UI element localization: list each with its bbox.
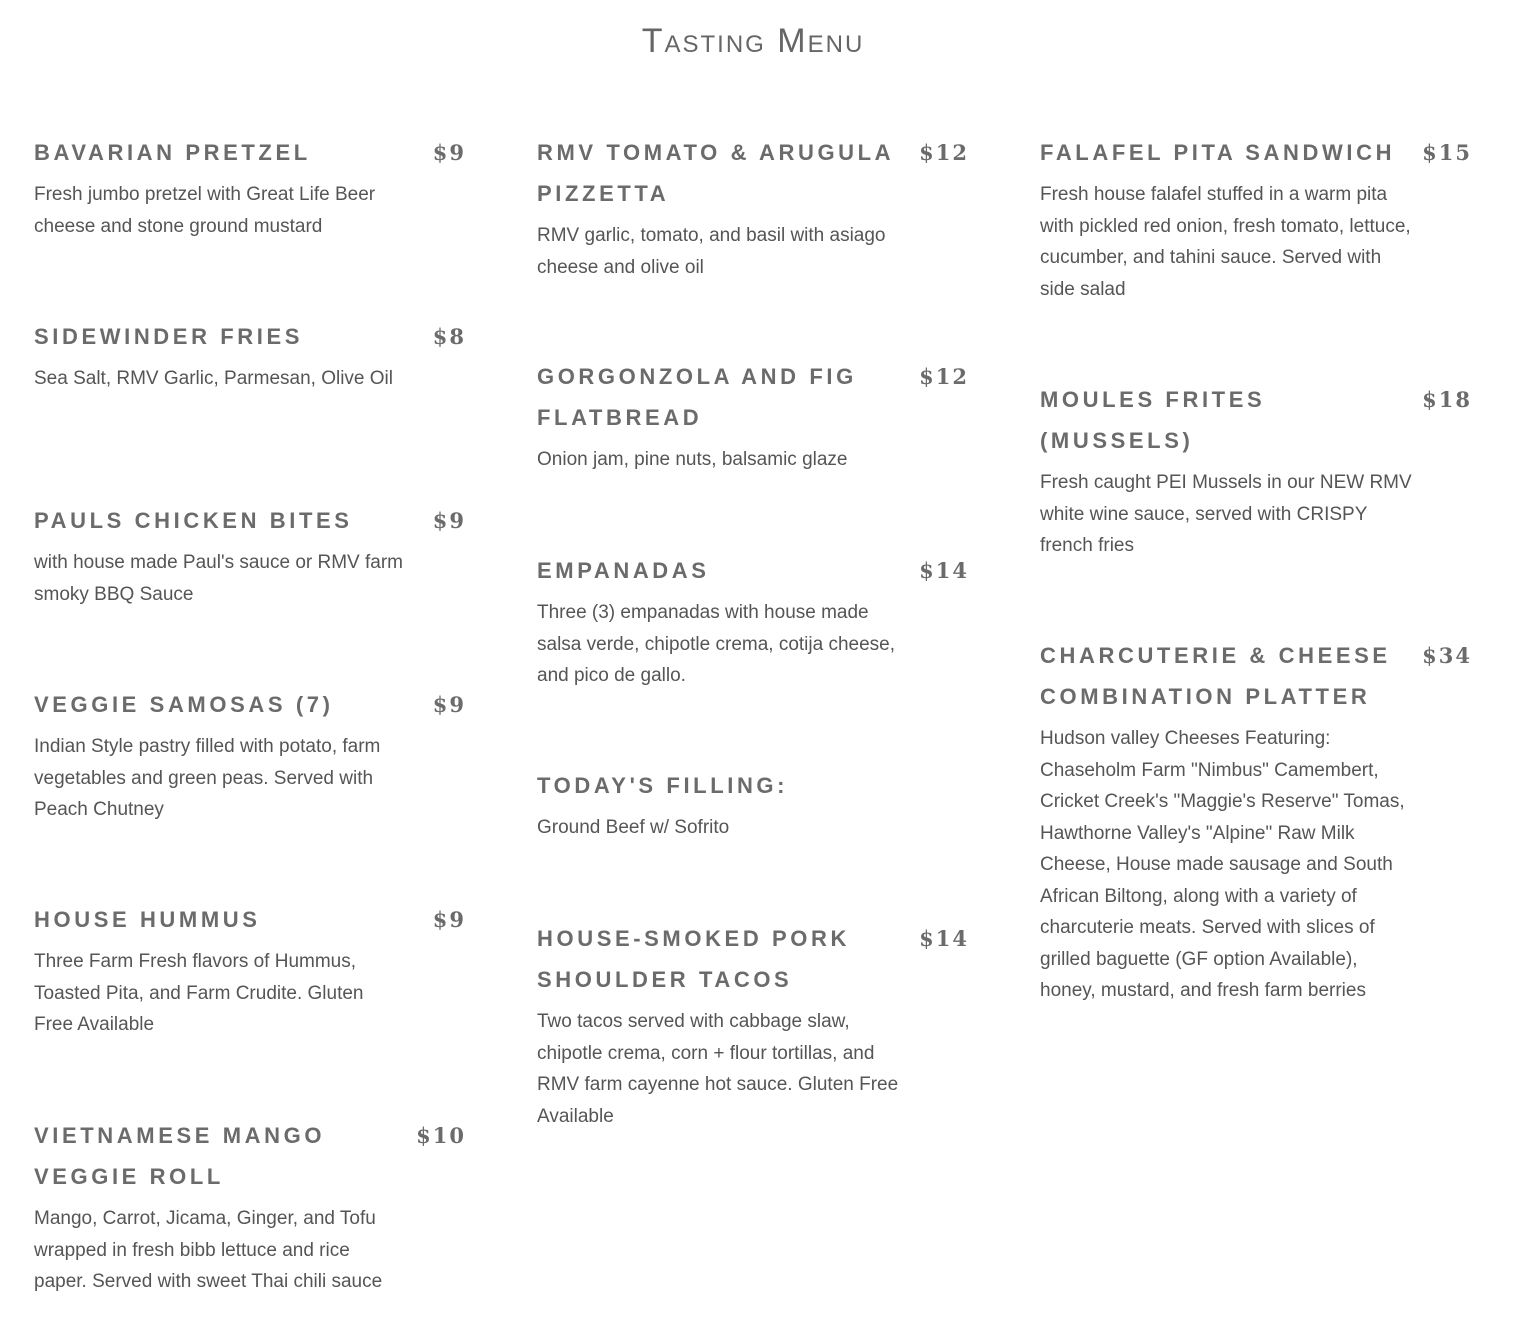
menu-item xyxy=(34,316,466,395)
menu-item xyxy=(1040,132,1472,305)
menu-item-description: RMV garlic, tomato, and basil with asiago cheese and olive oil xyxy=(537,225,886,278)
menu-item-header xyxy=(537,918,969,1000)
menu-item-description: Fresh caught PEI Mussels in our NEW RMV white wine sauce, served with CRISPY french fries xyxy=(1040,472,1412,556)
menu-item-header xyxy=(537,356,969,438)
menu-item-header xyxy=(34,684,466,725)
menu-item-price: $14 xyxy=(919,558,969,583)
menu-item-name: VIETNAMESE MANGO VEGGIE ROLL xyxy=(34,1123,326,1189)
menu-item xyxy=(537,765,969,844)
menu-item-header xyxy=(1040,635,1472,717)
menu-item-price: $18 xyxy=(1422,387,1472,412)
menu-item-description: Ground Beef w/ Sofrito xyxy=(537,817,730,838)
menu-item-price: $12 xyxy=(919,364,969,389)
menu-item-header xyxy=(1040,379,1472,461)
menu-item xyxy=(537,550,969,692)
menu-item-name: HOUSE-SMOKED PORK SHOULDER TACOS xyxy=(537,926,850,992)
menu-item-price: $15 xyxy=(1422,140,1472,165)
menu-item-description: Indian Style pastry filled with potato, farm vegetables and green peas. Served with Peach Chutney xyxy=(34,736,381,820)
menu-item-description: Fresh jumbo pretzel with Great Life Beer cheese and stone ground mustard xyxy=(34,184,376,237)
menu-item-name: PAULS CHICKEN BITES xyxy=(34,508,353,533)
menu-item-description: Hudson valley Cheeses Featuring: Chaseholm Farm "Nimbus" Camembert, Cricket Creek's "Maggie's Reserve" Tomas, Hawthorne Valley's "Alpine" Raw Milk Cheese, House made sausage and South African Biltong, along with a variety of charcuterie meats. Served with slices of grilled baguette (GF option Available), honey, mustard, and fresh farm berries xyxy=(1040,728,1405,1001)
page-title: Tasting Menu xyxy=(641,22,865,60)
menu-item xyxy=(1040,379,1472,562)
menu-item-description: Mango, Carrot, Jicama, Ginger, and Tofu wrapped in fresh bibb lettuce and rice paper. Served with sweet Thai chili sauce xyxy=(34,1208,383,1292)
menu-item xyxy=(34,1115,466,1298)
menu-item-header xyxy=(1040,132,1472,173)
menu-item xyxy=(537,918,969,1132)
menu-item-name: SIDEWINDER FRIES xyxy=(34,324,304,349)
menu-item-price: $9 xyxy=(432,508,466,533)
menu-item-price: $14 xyxy=(919,926,969,951)
menu-item-price: $9 xyxy=(432,907,466,932)
menu-item-price: $9 xyxy=(432,692,466,717)
menu-item xyxy=(537,132,969,283)
menu-item-description: Three (3) empanadas with house made salsa verde, chipotle crema, cotija cheese, and pico de gallo. xyxy=(537,602,896,686)
menu-item-header xyxy=(537,550,969,591)
menu-item-name: TODAY'S FILLING: xyxy=(537,773,789,798)
menu-item-price: $10 xyxy=(416,1123,466,1148)
menu-item-price: $8 xyxy=(432,324,466,349)
menu-item-header xyxy=(34,316,466,357)
menu-item-name: VEGGIE SAMOSAS (7) xyxy=(34,692,334,717)
menu-item xyxy=(34,500,466,610)
menu-item-name: BAVARIAN PRETZEL xyxy=(34,140,311,165)
menu-item-description: Sea Salt, RMV Garlic, Parmesan, Olive Oil xyxy=(34,368,393,389)
menu-item-price: $34 xyxy=(1422,643,1472,668)
menu-item-name: HOUSE HUMMUS xyxy=(34,907,261,932)
menu-item-description: Two tacos served with cabbage slaw, chipotle crema, corn + flour tortillas, and RMV farm cayenne hot sauce. Gluten Free Available xyxy=(537,1011,899,1127)
menu-item-description: with house made Paul's sauce or RMV farm smoky BBQ Sauce xyxy=(34,552,404,605)
menu-item-header xyxy=(537,132,969,214)
menu-item-description: Onion jam, pine nuts, balsamic glaze xyxy=(537,449,848,470)
menu-item-header xyxy=(34,1115,466,1197)
menu-item-name: RMV TOMATO & ARUGULA PIZZETTA xyxy=(537,140,894,206)
menu-item-header xyxy=(34,899,466,940)
menu-item-description: Fresh house falafel stuffed in a warm pita with pickled red onion, fresh tomato, lettuce, cucumber, and tahini sauce. Served with side salad xyxy=(1040,184,1411,300)
menu-item xyxy=(34,684,466,826)
menu-item-description: Three Farm Fresh flavors of Hummus, Toasted Pita, and Farm Crudite. Gluten Free Available xyxy=(34,951,364,1035)
menu-item xyxy=(1040,635,1472,1007)
menu-item-header xyxy=(537,765,969,806)
menu-item-name: EMPANADAS xyxy=(537,558,710,583)
menu-item-header xyxy=(34,132,466,173)
menu-item xyxy=(34,132,466,242)
menu-item-name: MOULES FRITES (MUSSELS) xyxy=(1040,387,1266,453)
menu-item-name: FALAFEL PITA SANDWICH xyxy=(1040,140,1396,165)
menu-item xyxy=(537,356,969,476)
menu-item-name: GORGONZOLA AND FIG FLATBREAD xyxy=(537,364,857,430)
menu-item xyxy=(34,899,466,1041)
menu-item-price: $12 xyxy=(919,140,969,165)
menu-item-price: $9 xyxy=(432,140,466,165)
menu-item-header xyxy=(34,500,466,541)
menu-item-name: CHARCUTERIE & CHEESE COMBINATION PLATTER xyxy=(1040,643,1391,709)
